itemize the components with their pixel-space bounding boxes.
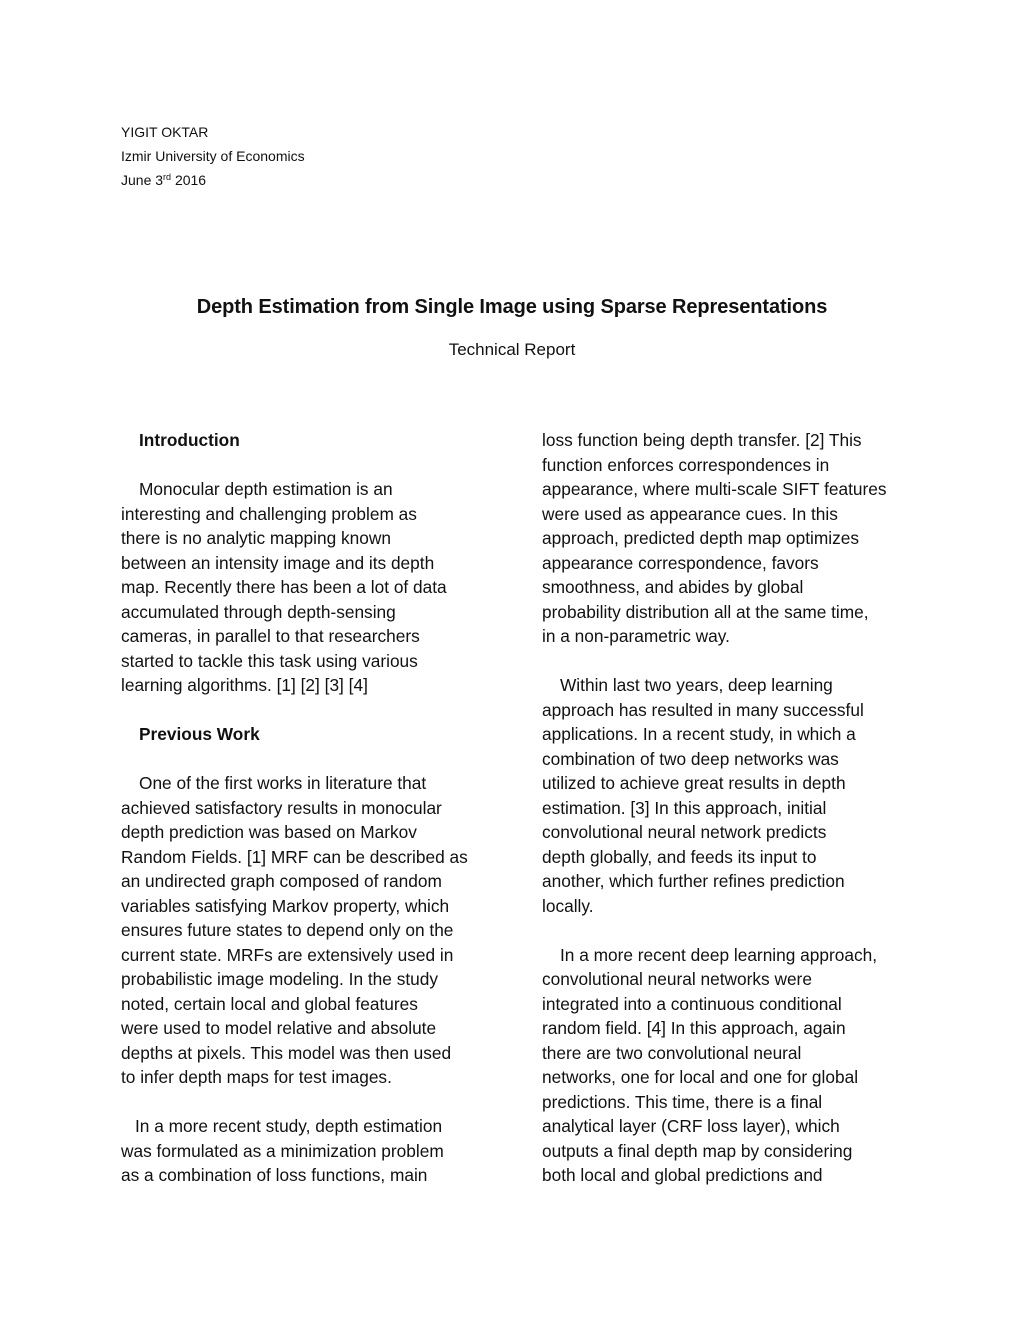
text-line: as a combination of loss functions, main <box>121 1165 428 1185</box>
document-subtitle: Technical Report <box>448 340 576 359</box>
author-affiliation: Izmir University of Economics <box>121 148 305 164</box>
report-date <box>121 168 305 192</box>
text-line: another, which further refines prediction <box>542 871 845 891</box>
text-line: convolutional neural network predicts <box>542 822 827 842</box>
text-line: approach has resulted in many successful <box>542 699 864 720</box>
text-line: appearance correspondence, favors <box>542 552 819 573</box>
section-heading-introduction: Introduction <box>139 430 240 450</box>
section-heading-previous-work: Previous Work <box>139 724 260 744</box>
text-line: smoothness, and abides by global <box>542 577 804 597</box>
text-line: in a non-parametric way. <box>542 626 730 646</box>
text-line: depths at pixels. This model was then used <box>121 1042 452 1063</box>
text-line: interesting and challenging problem as <box>121 503 417 524</box>
text-line: learning algorithms. [1] [2] [3] [4] <box>121 675 368 695</box>
text-line: accumulated through depth-sensing <box>121 601 396 622</box>
text-line: there are two convolutional neural <box>542 1042 802 1063</box>
text-line: probabilistic image modeling. In the study <box>121 969 438 989</box>
right-column <box>542 428 932 1188</box>
text-line: outputs a final depth map by considering <box>542 1140 853 1161</box>
text-line: loss function being depth transfer. [2] This <box>542 430 862 450</box>
text-line: One of the first works in literature that <box>139 773 427 793</box>
text-line: depth prediction was based on Markov <box>121 822 417 842</box>
text-line: cameras, in parallel to that researchers <box>121 626 420 646</box>
text-line: noted, certain local and global features <box>121 993 418 1014</box>
text-line: Random Fields. [1] MRF can be described as <box>121 846 468 867</box>
text-line: function enforces correspondences in <box>542 454 830 475</box>
text-line: In a more recent study, depth estimation <box>135 1116 443 1136</box>
text-line: approach, predicted depth map optimizes <box>542 528 860 548</box>
text-line: Within last two years, deep learning <box>560 675 833 695</box>
text-line: probability distribution all at the same time, <box>542 601 869 622</box>
text-line: an undirected graph composed of random <box>121 871 442 891</box>
text-line: estimation. [3] In this approach, initial <box>542 797 827 818</box>
text-line: applications. In a recent study, in which a <box>542 724 856 744</box>
author-block <box>121 120 305 192</box>
date-year: 2016 <box>171 172 207 188</box>
text-line: depth globally, and feeds its input to <box>542 846 817 867</box>
text-line: predictions. This time, there is a final <box>542 1091 823 1112</box>
text-line: networks, one for local and one for global <box>542 1067 859 1087</box>
text-line: analytical layer (CRF loss layer), which <box>542 1116 840 1136</box>
text-line: Monocular depth estimation is an <box>139 479 393 499</box>
date-prefix: June 3 <box>121 172 164 188</box>
text-line: started to tackle this task using various <box>121 650 418 671</box>
text-line: utilized to achieve great results in depth <box>542 773 846 793</box>
text-line: map. Recently there has been a lot of data <box>121 577 447 597</box>
text-line: current state. MRFs are extensively used in <box>121 944 454 965</box>
text-line: achieved satisfactory results in monocular <box>121 797 442 818</box>
text-line: integrated into a continuous conditional <box>542 993 842 1014</box>
text-line: were used to model relative and absolute <box>121 1018 437 1038</box>
text-line: combination of two deep networks was <box>542 748 839 769</box>
left-column <box>121 428 516 1188</box>
author-name: YIGIT OKTAR <box>121 124 209 140</box>
text-line: variables satisfying Markov property, which <box>121 895 450 916</box>
text-line: there is no analytic mapping known <box>121 528 391 548</box>
date-ordinal: rd <box>163 172 172 182</box>
text-line: to infer depth maps for test images. <box>121 1067 392 1087</box>
text-line: In a more recent deep learning approach, <box>560 944 878 965</box>
text-line: were used as appearance cues. In this <box>542 503 838 524</box>
text-line: ensures future states to depend only on the <box>121 920 454 940</box>
text-line: between an intensity image and its depth <box>121 552 435 573</box>
text-line: convolutional neural networks were <box>542 969 812 989</box>
text-line: both local and global predictions and <box>542 1165 823 1185</box>
text-line: random field. [4] In this approach, again <box>542 1018 846 1038</box>
text-line: locally. <box>542 895 594 916</box>
text-line: appearance, where multi-scale SIFT features <box>542 479 887 499</box>
document-title: Depth Estimation from Single Image using Sparse Representations <box>196 296 828 318</box>
text-line: was formulated as a minimization problem <box>121 1140 444 1161</box>
